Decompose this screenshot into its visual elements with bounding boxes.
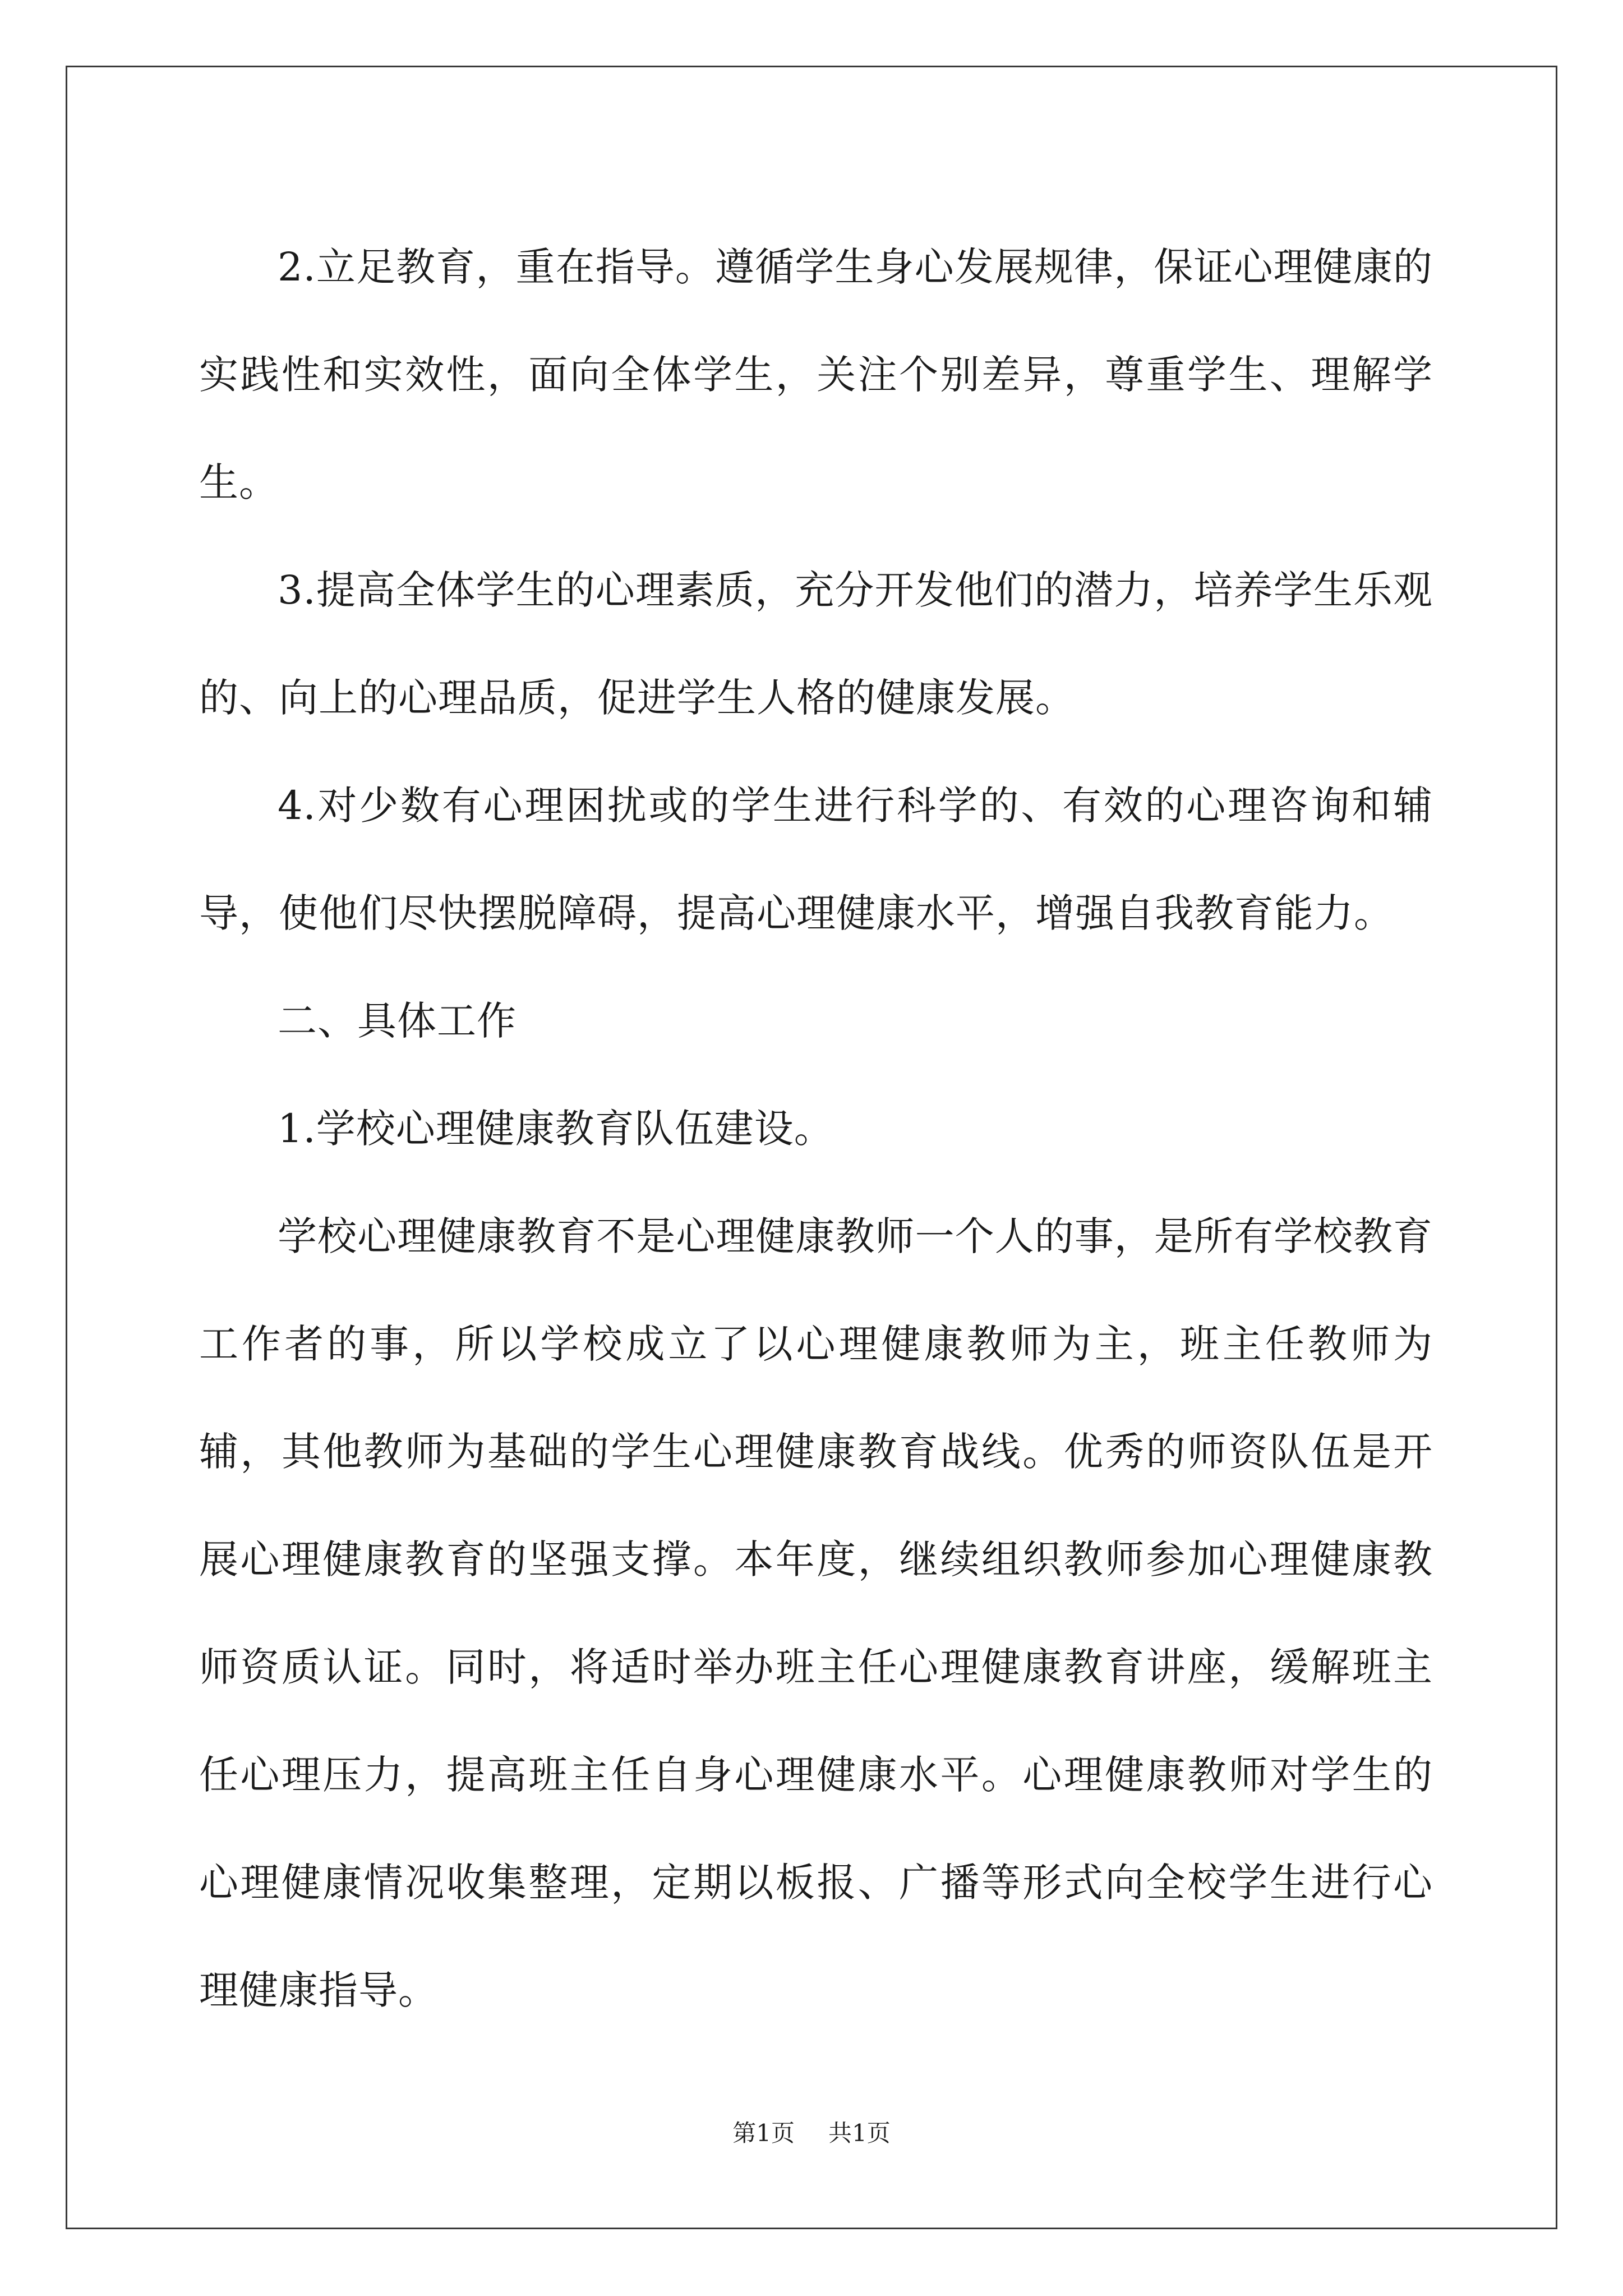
subsection-heading: 1.学校心理健康教育队伍建设。 xyxy=(278,1106,834,1152)
paragraph-goal-4: 4.对少数有心理困扰或的学生进行科学的、有效的心理咨询和辅导，使他们尽快摆脱障碍，提高心理健康水平，增强自我教育能力。 xyxy=(199,783,1433,936)
paragraph-team-building: 学校心理健康教育不是心理健康教师一个人的事，是所有学校教育工作者的事，所以学校成立了以心理健康教师为主，班主任教师为辅，其他教师为基础的学生心理健康教育战线。优秀的师资队伍是开展心理健康教育的坚强支撑。本年度，继续组织教师参加心理健康教师资质认证。同时，将适时举办班主任心理健康教育讲座，缓解班主任心理压力，提高班主任自身心理健康水平。心理健康教师对学生的心理健康情况收集整理，定期以板报、广播等形式向全校学生进行心理健康指导。 xyxy=(199,1213,1433,2013)
paragraph-goal-2: 2.立足教育，重在指导。遵循学生身心发展规律，保证心理健康的实践性和实效性，面向全体学生，关注个别差异，尊重学生、理解学生。 xyxy=(199,244,1433,505)
page-number-total: 共1页 xyxy=(828,2119,891,2147)
page-footer xyxy=(0,2115,1623,2148)
section-heading: 二、具体工作 xyxy=(278,998,517,1044)
document-body xyxy=(199,213,1433,2044)
paragraph-goal-3: 3.提高全体学生的心理素质，充分开发他们的潜力，培养学生乐观的、向上的心理品质，促进学生人格的健康发展。 xyxy=(199,567,1433,721)
page-number-current: 第1页 xyxy=(732,2119,795,2147)
